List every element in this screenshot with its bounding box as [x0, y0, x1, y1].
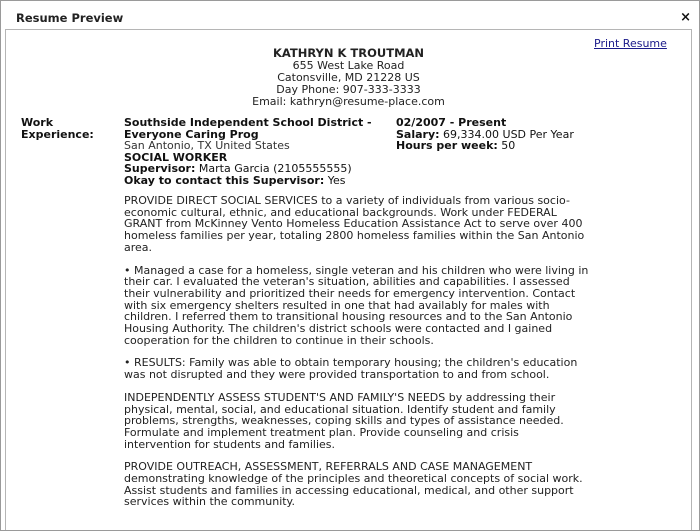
resume-document [6, 30, 692, 531]
job-dates: 02/2007 - Present [396, 116, 507, 129]
applicant-address: 655 West Lake Road [292, 59, 405, 72]
resume-content-pane[interactable] [5, 29, 692, 531]
hours-value: 50 [497, 139, 516, 152]
description-paragraph: • Managed a case for a homeless, single veteran and his children who were living in their car. I evaluated the veteran's situation, abilities and capabilities. I assessed their vulnerability and prioritized their needs for emergency intervention. Contact with six emergency shelters resulted in one that had availably for males with children. I referred them to transitional housing resources and to the San Antonio Housing Authority. The children's district schools were contacted and I gained cooperation for the children to continue in their schools. [124, 263, 589, 347]
work-experience-label [21, 117, 111, 141]
position-title: SOCIAL WORKER [124, 150, 228, 164]
description-paragraph: PROVIDE DIRECT SOCIAL SERVICES to a variety of individuals from various socio-economic cultural, ethnic, and educational backgrounds. Work under FEDERAL GRANT from McKinney Vento Homeless Education Assistance Act to serve over 400 homeless families per year, totaling 2800 homeless families within the San Antonio area. [124, 194, 585, 254]
applicant-name: KATHRYN K TROUTMAN [272, 46, 425, 60]
section-label-line2: Experience: [21, 128, 94, 141]
section-label-line1: Work [21, 116, 54, 129]
applicant-email: Email: kathryn@resume-place.com [252, 95, 445, 108]
applicant-city: Catonsville, MD 21228 US [277, 71, 420, 84]
applicant-phone: Day Phone: 907-333-3333 [276, 83, 421, 96]
hours-label: Hours per week: [396, 139, 498, 152]
contact-value: Yes [324, 173, 346, 187]
job-entry [124, 117, 684, 186]
print-resume-link[interactable]: Print Resume [594, 37, 667, 50]
contact-line [124, 175, 684, 187]
description-paragraph: PROVIDE OUTREACH, ASSESSMENT, REFERRALS AND CASE MANAGEMENT demonstrating knowledge of the principles and theoretical concepts of social work. Assist students and families in accessing educational, medical, and other support services within the community. [124, 460, 583, 509]
dialog-title: Resume Preview [16, 11, 124, 25]
job-location: San Antonio, TX United States [124, 139, 290, 152]
contact-label: Okay to contact this Supervisor: [124, 173, 325, 187]
dialog-titlebar [1, 1, 699, 31]
job-details-column [396, 117, 656, 152]
employer-name: Southside Independent School District - Everyone Caring Prog [124, 116, 372, 141]
description-paragraph: • RESULTS: Family was able to obtain temporary housing; the children's education was not disrupted and they were provided transportation to and from school. [124, 356, 578, 382]
close-icon[interactable]: × [680, 10, 691, 25]
salary-label: Salary: [396, 127, 440, 141]
hours-line [396, 140, 656, 152]
supervisor-value: Marta Garcia (2105555555) [195, 162, 352, 175]
job-description [124, 195, 589, 519]
salary-value: 69,334.00 USD Per Year [439, 127, 574, 141]
supervisor-label: Supervisor: [124, 162, 196, 175]
description-paragraph: INDEPENDENTLY ASSESS STUDENT'S AND FAMILY'S NEEDS by addressing their physical, mental, social, and educational situation. Identify student and family problems, strengths, weaknesses, coping skills and types of assistance needed. Formulate and implement treatment plan. Provide counseling and crisis intervention for students and families. [124, 390, 564, 451]
